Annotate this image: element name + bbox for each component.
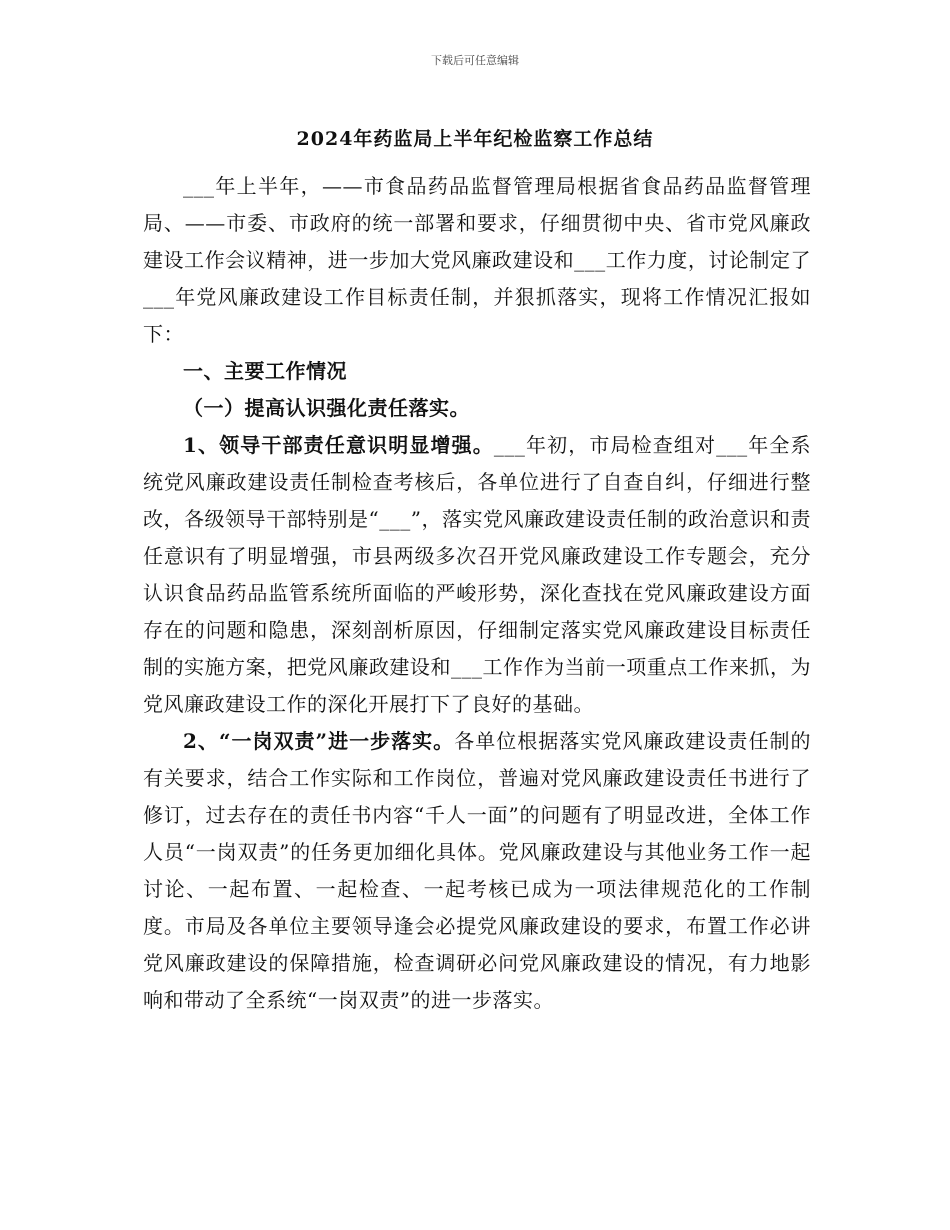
document-body bbox=[143, 168, 811, 1019]
item-2-paragraph bbox=[143, 723, 811, 1019]
item-1-paragraph bbox=[143, 427, 811, 723]
item-1-lead: 1、领导干部责任意识明显增强。 bbox=[183, 433, 494, 457]
subsection-heading: （一）提高认识强化责任落实。 bbox=[183, 396, 470, 420]
section-heading: 一、主要工作情况 bbox=[183, 359, 347, 383]
item-2-lead: 2、“一岗双责”进一步落实。 bbox=[183, 729, 455, 753]
header-note: 下载后可任意编辑 bbox=[431, 54, 519, 67]
document-title: 2024年药监局上半年纪检监察工作总结 bbox=[296, 128, 654, 150]
item-2-body: 各单位根据落实党风廉政建设责任制的有关要求，结合工作实际和工作岗位，普遍对党风廉政建设责任书进行了修订，过去存在的责任书内容“千人一面”的问题有了明显改进，全体工作人员“一岗双责”的任务更加细化具体。党风廉政建设与其他业务工作一起讨论、一起布置、一起检查、一起考核已成为一项法律规范化的工作制度。市局及各单位主要领导逢会必提党风廉政建设的要求，布置工作必讲党风廉政建设的保障措施，检查调研必问党风廉政建设的情况，有力地影响和带动了全系统“一岗双责”的进一步落实。 bbox=[143, 729, 811, 1012]
intro-paragraph: ___年上半年，——市食品药品监督管理局根据省食品药品监督管理局、——市委、市政府的统一部署和要求，仔细贯彻中央、省市党风廉政建设工作会议精神，进一步加大党风廉政建设和___工作力度，讨论制定了___年党风廉政建设工作目标责任制，并狠抓落实，现将工作情况汇报如下： bbox=[143, 174, 811, 346]
item-1-body: ___年初，市局检查组对___年全系统党风廉政建设责任制检查考核后，各单位进行了自查自纠，仔细进行整改，各级领导干部特别是“___”，落实党风廉政建设责任制的政治意识和责任意识有了明显增强，市县两级多次召开党风廉政建设工作专题会，充分认识食品药品监管系统所面临的严峻形势，深化查找在党风廉政建设方面存在的问题和隐患，深刻剖析原因，仔细制定落实党风廉政建设目标责任制的实施方案，把党风廉政建设和___工作作为当前一项重点工作来抓，为党风廉政建设工作的深化开展打下了良好的基础。 bbox=[143, 433, 812, 716]
